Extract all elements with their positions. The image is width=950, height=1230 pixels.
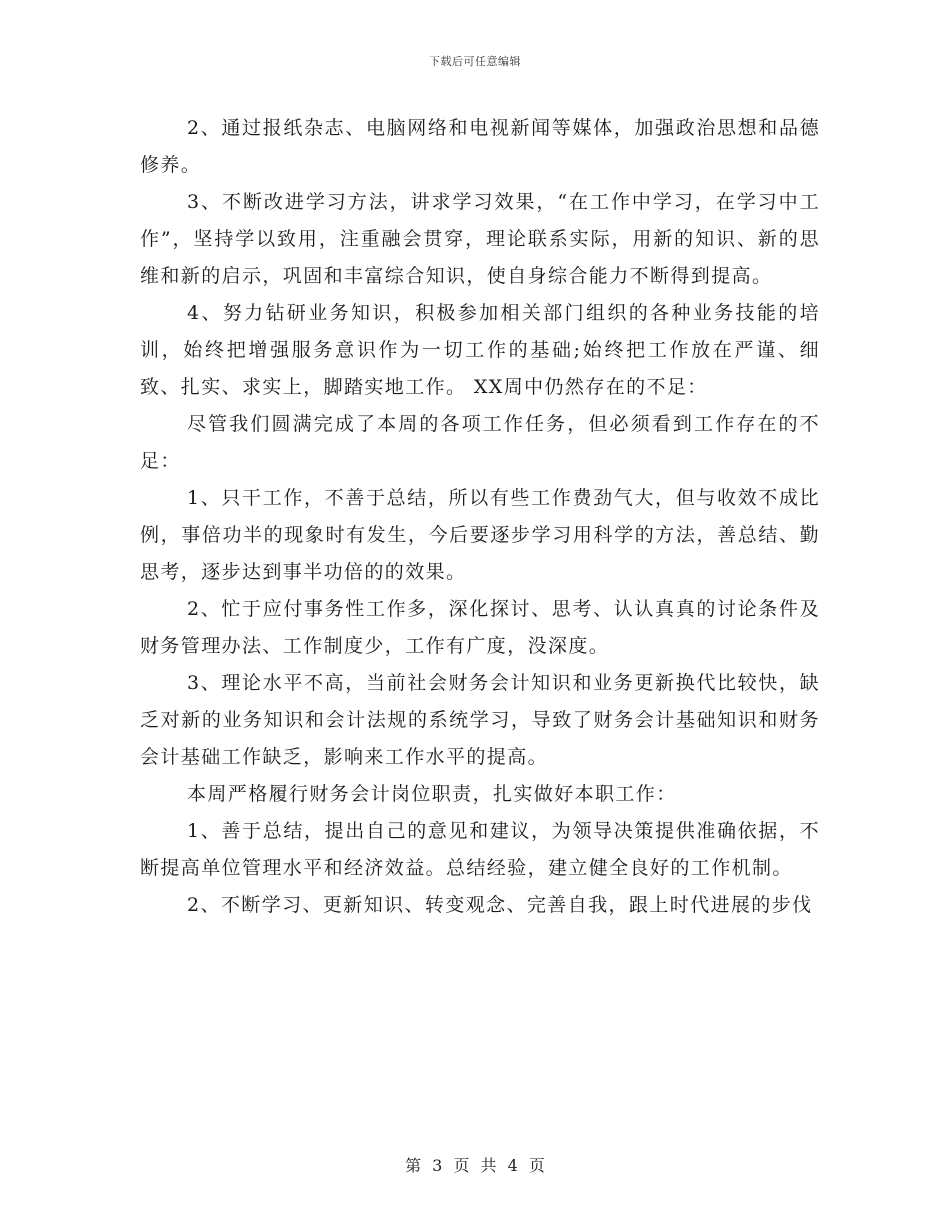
paragraph: 3、理论水平不高，当前社会财务会计知识和业务更新换代比较快，缺乏对新的业务知识和会计法规的系统学习，导致了财务会计基础知识和财务会计基础工作缺乏，影响来工作水平的提高。 [140,672,820,768]
document-body [140,110,820,924]
paragraph: 2、通过报纸杂志、电脑网络和电视新闻等媒体，加强政治思想和品德修养。 [140,117,820,176]
page-header: 下载后可任意编辑 [429,55,521,68]
paragraph: 尽管我们圆满完成了本周的各项工作任务，但必须看到工作存在的不足： [140,413,820,472]
paragraph: 1、只干工作，不善于总结，所以有些工作费劲气大，但与收效不成比例，事倍功半的现象时有发生，今后要逐步学习用科学的方法，善总结、勤思考，逐步达到事半功倍的的效果。 [140,487,820,583]
paragraph: 2、不断学习、更新知识、转变观念、完善自我，跟上时代进展的步伐 [187,894,813,916]
page-number-footer: 第 3 页 共 4 页 [405,1156,545,1175]
paragraph: 2、忙于应付事务性工作多，深化探讨、思考、认认真真的讨论条件及财务管理办法、工作制度少，工作有广度，没深度。 [140,598,820,657]
paragraph: 1、善于总结，提出自己的意见和建议，为领导决策提供准确依据，不断提高单位管理水平和经济效益。总结经验，建立健全良好的工作机制。 [140,820,820,879]
paragraph: 本周严格履行财务会计岗位职责，扎实做好本职工作： [187,783,677,805]
paragraph: 3、不断改进学习方法，讲求学习效果，“在工作中学习，在学习中工作”，坚持学以致用，注重融会贯穿，理论联系实际，用新的知识、新的思维和新的启示，巩固和丰富综合知识，使自身综合能力不断得到提高。 [140,191,820,287]
paragraph: 4、努力钻研业务知识，积极参加相关部门组织的各种业务技能的培训，始终把增强服务意识作为一切工作的基础;始终把工作放在严谨、细致、扎实、求实上，脚踏实地工作。 XX周中仍然存在的不足： [140,302,820,398]
